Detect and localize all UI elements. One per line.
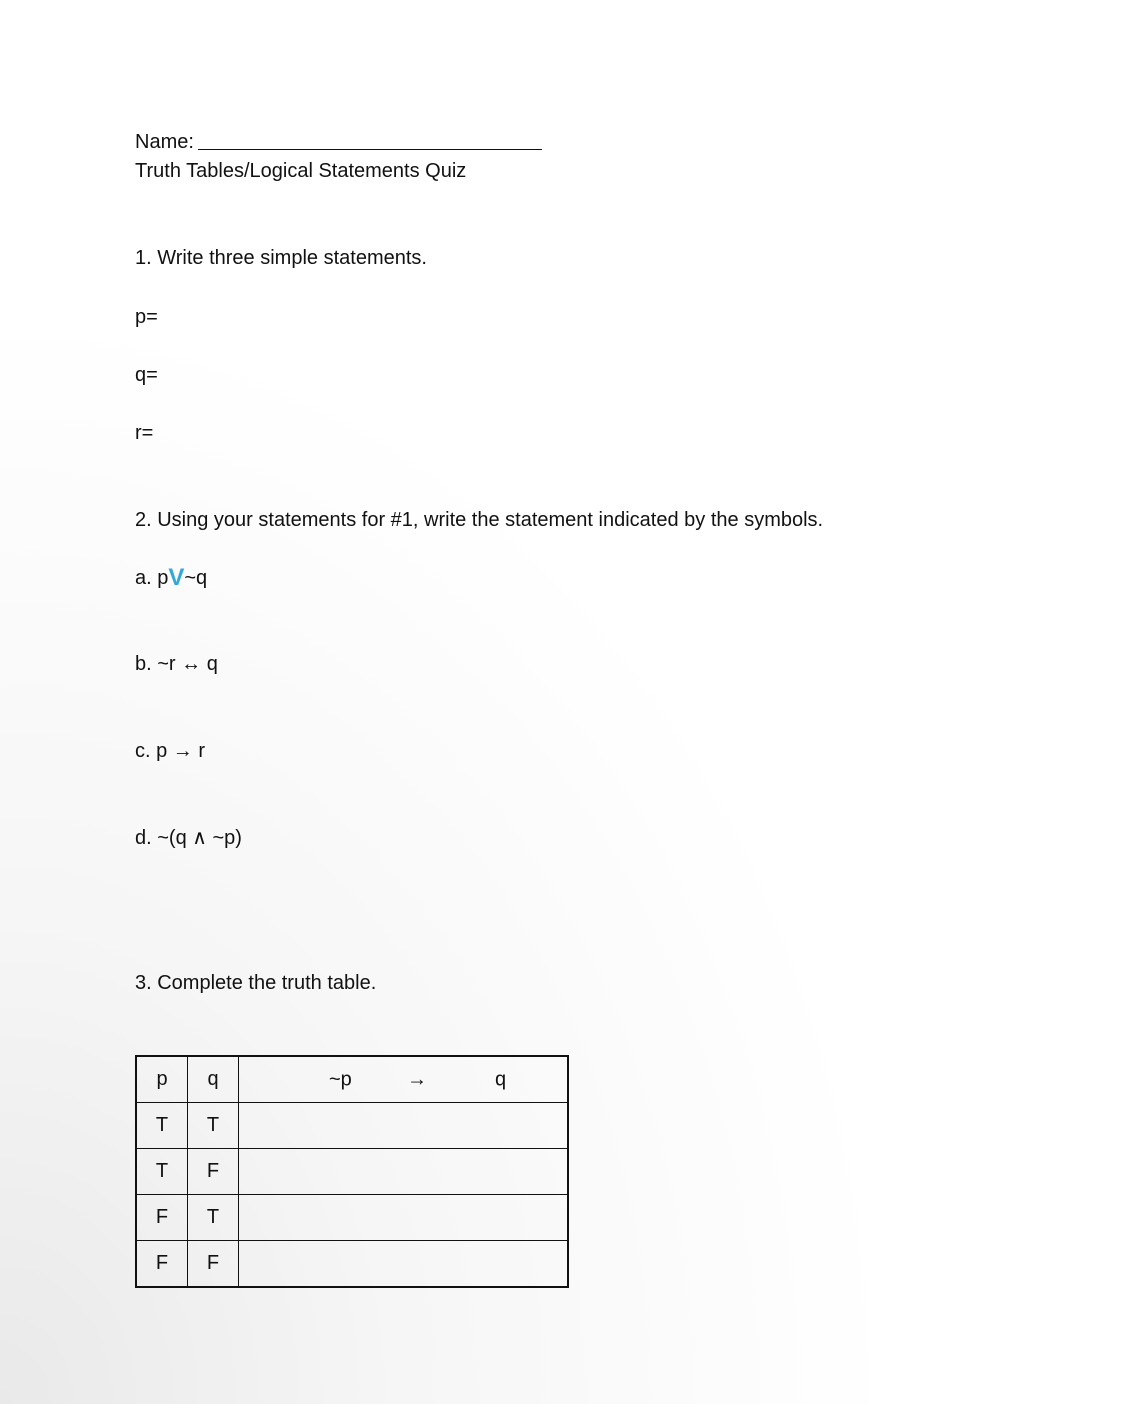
quiz-title: Truth Tables/Logical Statements Quiz: [135, 160, 467, 182]
item-a-suffix: ~q: [184, 567, 208, 589]
answer-cell[interactable]: [239, 1241, 569, 1288]
cell-q: F: [188, 1241, 239, 1288]
cell-p: F: [136, 1195, 188, 1241]
cell-p: F: [136, 1241, 188, 1288]
expr-q: q: [495, 1068, 507, 1090]
table-row: [136, 1103, 568, 1149]
name-label: Name:: [135, 131, 194, 153]
expr-implies-arrow: →: [407, 1068, 427, 1090]
item-a: [135, 565, 207, 590]
item-c: c. p → r: [135, 740, 206, 762]
header-expression: [239, 1056, 569, 1103]
statement-q-label: q=: [135, 364, 158, 386]
item-a-prefix: a. p: [135, 567, 169, 589]
expr-not-p: ~p: [329, 1068, 352, 1090]
answer-cell[interactable]: [239, 1103, 569, 1149]
table-row: [136, 1241, 568, 1288]
statement-p-label: p=: [135, 306, 158, 328]
cell-q: T: [188, 1103, 239, 1149]
cell-p: T: [136, 1149, 188, 1195]
cell-p: T: [136, 1103, 188, 1149]
truth-table: [135, 1055, 569, 1288]
question-1-prompt: 1. Write three simple statements.: [135, 247, 427, 269]
name-blank-line[interactable]: [198, 149, 542, 150]
question-2-prompt: 2. Using your statements for #1, write the statement indicated by the symbols.: [135, 509, 824, 531]
table-row: [136, 1195, 568, 1241]
header-p: p: [136, 1056, 188, 1103]
or-operator-icon: V: [168, 564, 185, 591]
item-d: d. ~(q ∧ ~p): [135, 827, 242, 849]
cell-q: F: [188, 1149, 239, 1195]
truth-table-header-row: [136, 1056, 568, 1103]
item-b: b. ~r ↔ q: [135, 653, 218, 675]
statement-r-label: r=: [135, 422, 154, 444]
table-row: [136, 1149, 568, 1195]
header-q: q: [188, 1056, 239, 1103]
answer-cell[interactable]: [239, 1149, 569, 1195]
cell-q: T: [188, 1195, 239, 1241]
question-3-prompt: 3. Complete the truth table.: [135, 972, 377, 994]
answer-cell[interactable]: [239, 1195, 569, 1241]
